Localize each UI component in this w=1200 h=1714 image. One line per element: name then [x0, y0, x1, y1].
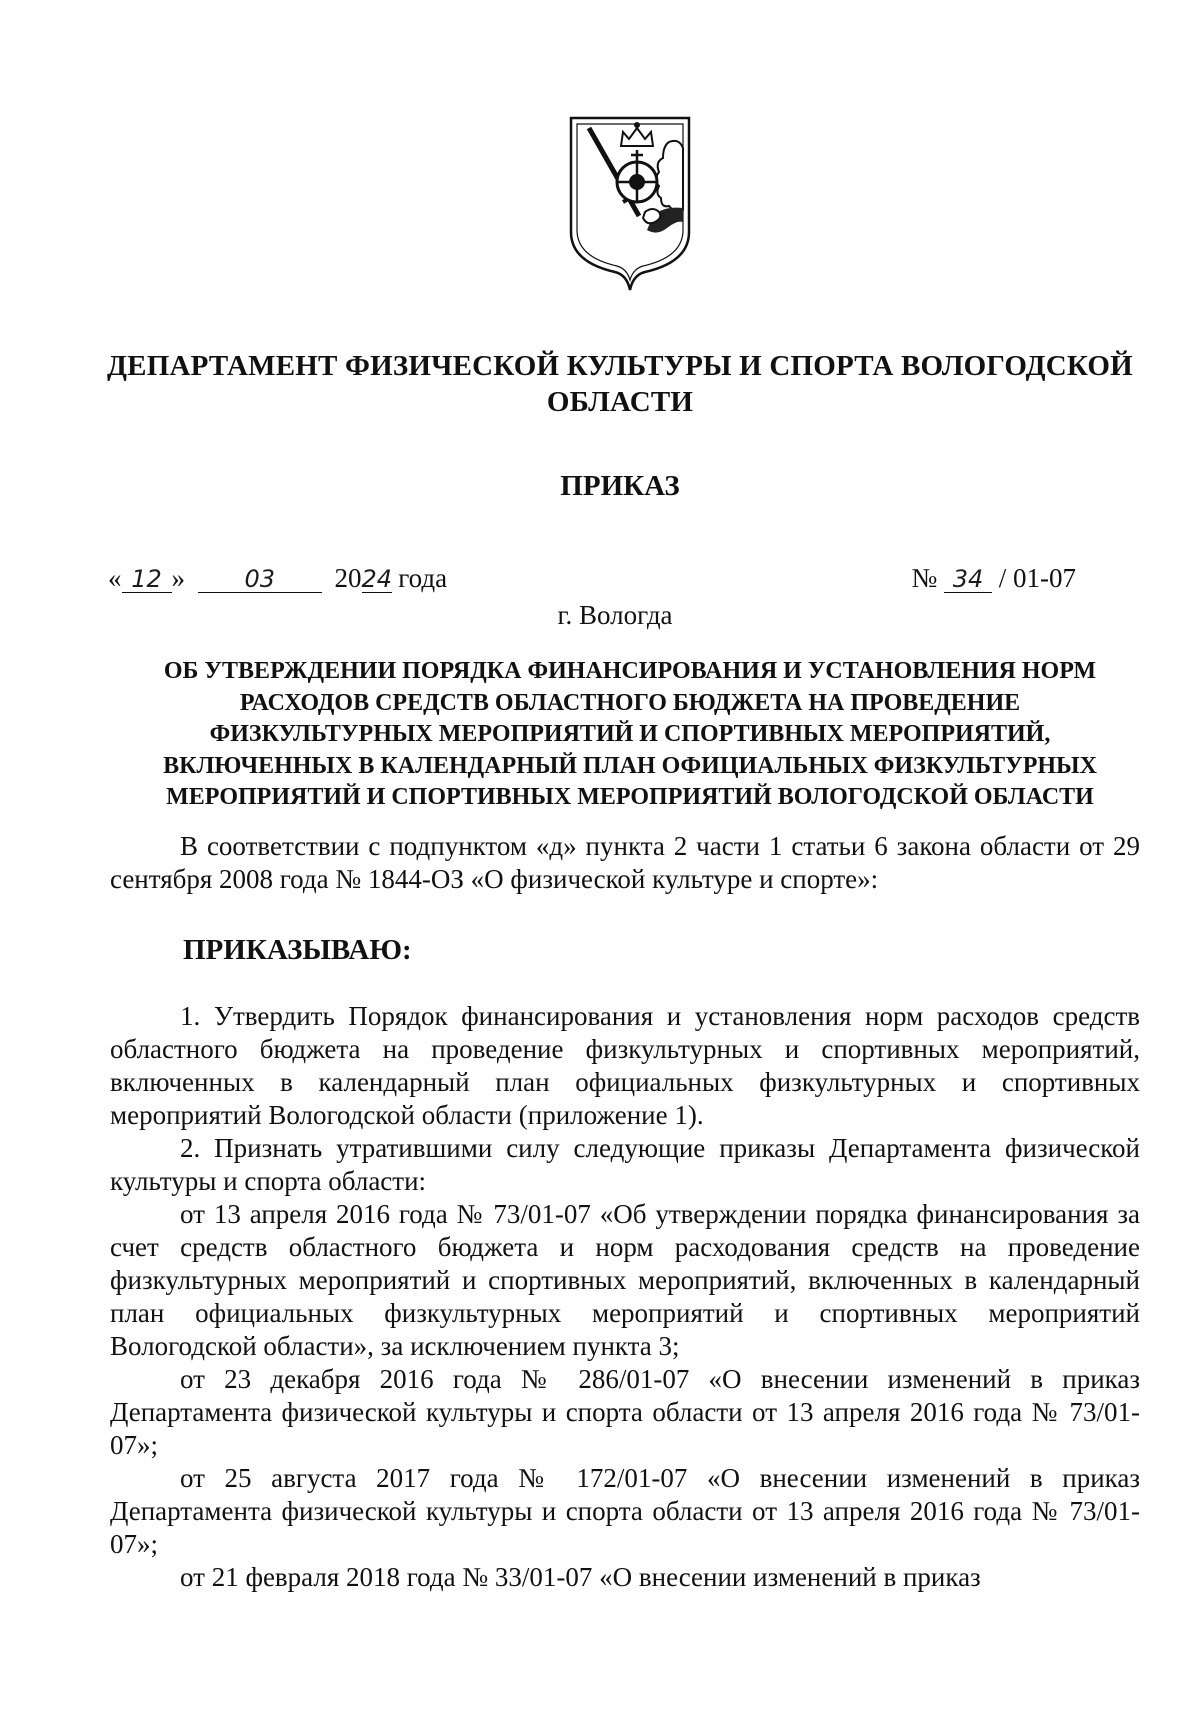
number-suffix: / 01-07: [998, 563, 1076, 593]
number-sign: №: [911, 563, 938, 593]
department-heading: ДЕПАРТАМЕНТ ФИЗИЧЕСКОЙ КУЛЬТУРЫ И СПОРТА ВОЛОГОДСКОЙ ОБЛАСТИ: [107, 350, 1133, 418]
number-value: 34: [944, 566, 992, 593]
date-close-quote: »: [171, 563, 185, 593]
order-item: от 25 августа 2017 года № 172/01-07 «О внесении изменений в приказ Департамента физической культуры и спорта области от 13 апреля 2016 года № 73/01-07»;: [110, 1463, 1140, 1559]
order-item: 2. Признать утратившими силу следующие приказы Департамента физической культуры и спорта области:: [110, 1133, 1140, 1196]
city: г. Вологда: [557, 600, 673, 630]
order-number: [911, 563, 1076, 594]
order-item: от 13 апреля 2016 года № 73/01-07 «Об утверждении порядка финансирования за счет средств областного бюджета и норм расходования средств на проведение физкультурных мероприятий и спортивных мероприятий, включенных в календарный план официальных физкультурных мероприятий и спортивных мероприятий Вологодской области», за исключением пункта 3;: [110, 1199, 1140, 1361]
preamble: [110, 830, 1140, 896]
date-year-word: года: [398, 563, 448, 593]
date-year-prefix: 20: [334, 563, 362, 593]
order-items: [110, 1000, 1140, 1594]
order-title: ПРИКАЗ: [560, 470, 680, 502]
preamble-text: В соответствии с подпунктом «д» пункта 2 части 1 статьи 6 закона области от 29 сентября 2008 года № 1844-ОЗ «О физической культуре и спорте»:: [110, 831, 1140, 894]
city-line: [0, 600, 1200, 631]
date-open-quote: «: [108, 563, 122, 593]
order-date: [108, 563, 447, 594]
date-month: 03: [198, 566, 322, 593]
order-verb: ПРИКАЗЫВАЮ:: [183, 934, 412, 966]
order-item: от 21 февраля 2018 года № 33/01-07 «О внесении изменений в приказ: [180, 1562, 981, 1592]
order-item: 1. Утвердить Порядок финансирования и установления норм расходов средств областного бюджета на проведение физкультурных и спортивных мероприятий, включенных в календарный план официальных физкультурных и спортивных мероприятий Вологодской области (приложение 1).: [110, 1001, 1140, 1130]
date-year-suffix: 24: [361, 565, 393, 593]
order-subject: ОБ УТВЕРЖДЕНИИ ПОРЯДКА ФИНАНСИРОВАНИЯ И УСТАНОВЛЕНИЯ НОРМ РАСХОДОВ СРЕДСТВ ОБЛАСТНОГО БЮДЖЕТА НА ПРОВЕДЕНИЕ ФИЗКУЛЬТУРНЫХ МЕРОПРИЯТИЙ И СПОРТИВНЫХ МЕРОПРИЯТИЙ, ВКЛЮЧЕННЫХ В КАЛЕНДАРНЫЙ ПЛАН ОФИЦИАЛЬНЫХ ФИЗКУЛЬТУРНЫХ МЕРОПРИЯТИЙ И СПОРТИВНЫХ МЕРОПРИЯТИЙ ВОЛОГОДСКОЙ ОБЛАСТИ: [163, 658, 1097, 810]
coat-of-arms-icon: [565, 112, 695, 294]
order-item: от 23 декабря 2016 года № 286/01-07 «О внесении изменений в приказ Департамента физической культуры и спорта области от 13 апреля 2016 года № 73/01-07»;: [110, 1364, 1140, 1460]
date-day: 12: [122, 566, 172, 593]
